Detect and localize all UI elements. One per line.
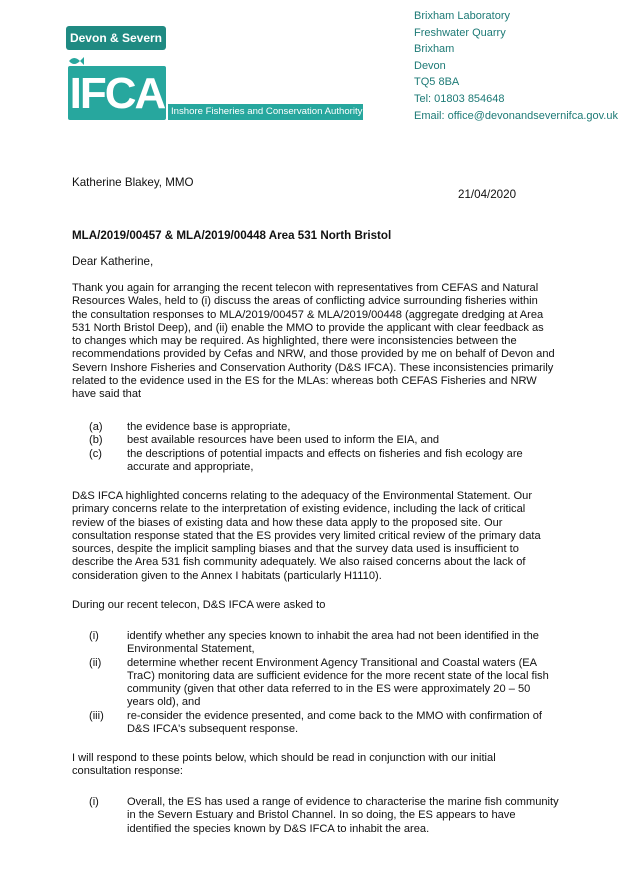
list-item-number: (i) <box>89 630 99 642</box>
address-line: TQ5 8BA <box>414 76 460 89</box>
list-item <box>89 421 559 434</box>
list-item-text: identify whether any species known to inhabit the area had not been identified in the Environmental Statement, <box>127 630 539 656</box>
list-item-text: re-consider the evidence presented, and come back to the MMO with confirmation of D&S IFCA's subsequent response. <box>127 709 542 736</box>
logo-tagline: Inshore Fisheries and Conservation Authority <box>168 104 363 120</box>
address-line: Freshwater Quarry <box>414 26 506 39</box>
logo-top-text: Devon & Severn <box>66 26 166 50</box>
evidence-list <box>89 421 559 474</box>
list-item-number: (a) <box>89 421 103 433</box>
list-item-number: (i) <box>89 796 99 808</box>
list-item-text: determine whether recent Environment Agency Transitional and Coastal waters (EA TraC) monitoring data are sufficient evidence for the more recent state of the local fish community (given that other data referred to in the ES were approximately 20 – 50 years old), and <box>127 656 549 709</box>
address-phone: Tel: 01803 854648 <box>414 92 505 105</box>
paragraph-intro: Thank you again for arranging the recent telecon with representatives from CEFAS and Natural Resources Wales, held to (i) discuss the areas of conflicting advice surrounding fisheries within the consultation responses to MLA/2019/00457 & MLA/2019/00448 (aggregate dredging at Area 531 North Bristol Deep), and (ii) enable the MMO to provide the applicant with clear feedback as to changes which may be required. As highlighted, there were inconsistencies between the recommendations provided by Cefas and NRW, and those provided by me on behalf of Devon and Severn Inshore Fisheries and Conservation Authority (D&S IFCA). These inconsistencies primarily related to the evidence used in the ES for the MLAs: whereas both CEFAS Fisheries and NRW have said that <box>72 282 555 401</box>
address-line: Devon <box>414 59 446 72</box>
list-item <box>89 710 559 737</box>
address-line: Brixham Laboratory <box>414 10 510 22</box>
letter-subject: MLA/2019/00457 & MLA/2019/00448 Area 531 North Bristol <box>72 229 392 242</box>
salutation: Dear Katherine, <box>72 255 154 268</box>
list-item-number: (iii) <box>89 709 104 722</box>
logo-main-text: IFCA <box>68 66 166 120</box>
list-item-number: (c) <box>89 447 102 460</box>
paragraph-concerns: D&S IFCA highlighted concerns relating to the adequacy of the Environmental Statement. Our primary concerns relate to the interpretation of existing evidence, including the lack of critical review of the biases of existing data and how these data apply to the proposed site. Our consultation response stated that the ES provides very limited critical review of the primary data sources, despite the implicit sampling biases and that the survey data used is insufficient to describe the Area 531 fish community adequately. We also raised concerns about the lack of consideration given to the Annex I habitats (particularly H1110). <box>72 490 541 582</box>
list-item <box>89 434 559 447</box>
sender-address <box>414 8 618 124</box>
list-item-text: the descriptions of potential impacts and effects on fisheries and fish ecology are accurate and appropriate, <box>127 447 523 473</box>
letter-date: 21/04/2020 <box>458 188 517 201</box>
address-email: Email: office@devonandsevernifca.gov.uk <box>414 109 618 122</box>
paragraph-response-intro: I will respond to these points below, which should be read in conjunction with our initial consultation response: <box>72 752 496 778</box>
list-item-number: (b) <box>89 434 103 447</box>
list-item-number: (ii) <box>89 656 102 669</box>
address-line: Brixham <box>414 43 455 56</box>
recipient: Katherine Blakey, MMO <box>72 176 194 189</box>
response-list <box>89 796 559 836</box>
list-item-text: the evidence base is appropriate, <box>127 421 291 433</box>
telecon-request-list <box>89 630 559 736</box>
list-item <box>89 657 559 710</box>
list-item <box>89 796 559 836</box>
list-item-text: best available resources have been used to inform the EIA, and <box>127 434 440 447</box>
paragraph-telecon: During our recent telecon, D&S IFCA were asked to <box>72 599 326 611</box>
list-item <box>89 630 559 657</box>
list-item-text: Overall, the ES has used a range of evidence to characterise the marine fish community in the Severn Estuary and Bristol Channel. In so doing, the ES appears to have identified the species known by D&S IFCA to inhabit the area. <box>127 796 559 835</box>
list-item <box>89 448 559 475</box>
ifca-logo <box>66 26 366 122</box>
